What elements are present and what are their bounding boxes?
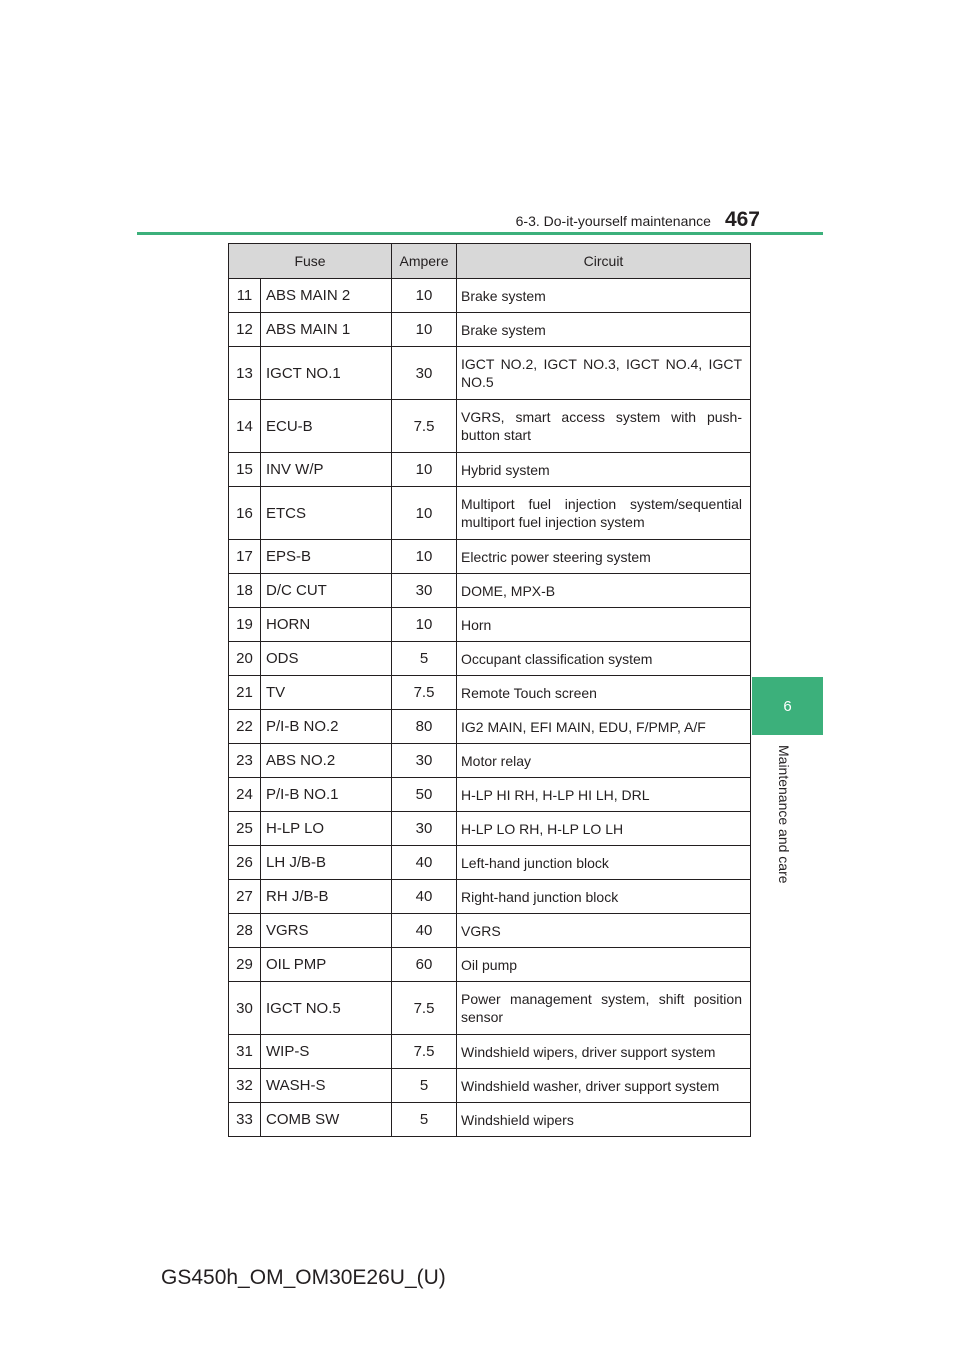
fuse-number-cell: 31	[229, 1035, 261, 1069]
chapter-label: Maintenance and care	[776, 745, 792, 884]
ampere-cell: 30	[392, 574, 457, 608]
table-row	[229, 982, 751, 1035]
fuse-name-cell: P/I-B NO.1	[261, 778, 392, 812]
circuit-cell: VGRS	[457, 914, 751, 948]
fuse-number-cell: 17	[229, 540, 261, 574]
circuit-cell: Oil pump	[457, 948, 751, 982]
fuse-name-cell: IGCT NO.1	[261, 347, 392, 400]
fuse-name-cell: H-LP LO	[261, 812, 392, 846]
circuit-cell: IGCT NO.2, IGCT NO.3, IGCT NO.4, IGCT NO.5	[457, 347, 751, 400]
fuse-number-cell: 23	[229, 744, 261, 778]
table-row	[229, 846, 751, 880]
fuse-number-cell: 14	[229, 400, 261, 453]
ampere-cell: 5	[392, 642, 457, 676]
fuse-name-cell: HORN	[261, 608, 392, 642]
column-header-fuse: Fuse	[229, 244, 392, 279]
page-number: 467	[724, 208, 760, 231]
table-row	[229, 540, 751, 574]
fuse-name-cell: RH J/B-B	[261, 880, 392, 914]
ampere-cell: 80	[392, 710, 457, 744]
table-row	[229, 313, 751, 347]
fuse-name-cell: ECU-B	[261, 400, 392, 453]
fuse-number-cell: 16	[229, 487, 261, 540]
ampere-cell: 10	[392, 279, 457, 313]
chapter-number: 6	[783, 697, 792, 715]
column-header-ampere: Ampere	[392, 244, 457, 279]
ampere-cell: 30	[392, 812, 457, 846]
fuse-name-cell: WASH-S	[261, 1069, 392, 1103]
fuse-number-cell: 15	[229, 453, 261, 487]
fuse-name-cell: ETCS	[261, 487, 392, 540]
fuse-name-cell: ABS MAIN 2	[261, 279, 392, 313]
circuit-cell: VGRS, smart access system with push-button start	[457, 400, 751, 453]
ampere-cell: 5	[392, 1069, 457, 1103]
ampere-cell: 7.5	[392, 982, 457, 1035]
fuse-number-cell: 29	[229, 948, 261, 982]
circuit-cell: Power management system, shift position sensor	[457, 982, 751, 1035]
fuse-name-cell: ABS MAIN 1	[261, 313, 392, 347]
circuit-cell: Remote Touch screen	[457, 676, 751, 710]
ampere-cell: 50	[392, 778, 457, 812]
fuse-name-cell: OIL PMP	[261, 948, 392, 982]
circuit-cell: Windshield wipers	[457, 1103, 751, 1137]
circuit-cell: Brake system	[457, 279, 751, 313]
table-row	[229, 453, 751, 487]
ampere-cell: 10	[392, 313, 457, 347]
ampere-cell: 30	[392, 744, 457, 778]
fuse-number-cell: 22	[229, 710, 261, 744]
circuit-cell: Brake system	[457, 313, 751, 347]
circuit-cell: H-LP LO RH, H-LP LO LH	[457, 812, 751, 846]
ampere-cell: 30	[392, 347, 457, 400]
table-row	[229, 710, 751, 744]
table-row	[229, 400, 751, 453]
fuse-number-cell: 21	[229, 676, 261, 710]
table-row	[229, 744, 751, 778]
circuit-cell: Hybrid system	[457, 453, 751, 487]
fuse-number-cell: 30	[229, 982, 261, 1035]
table-row	[229, 676, 751, 710]
fuse-name-cell: P/I-B NO.2	[261, 710, 392, 744]
ampere-cell: 40	[392, 880, 457, 914]
fuse-name-cell: LH J/B-B	[261, 846, 392, 880]
circuit-cell: Windshield wipers, driver support system	[457, 1035, 751, 1069]
fuse-name-cell: TV	[261, 676, 392, 710]
table-row	[229, 487, 751, 540]
fuse-number-cell: 25	[229, 812, 261, 846]
table-row	[229, 608, 751, 642]
table-row	[229, 778, 751, 812]
fuse-name-cell: INV W/P	[261, 453, 392, 487]
circuit-cell: Horn	[457, 608, 751, 642]
page-header	[438, 204, 760, 232]
fuse-number-cell: 12	[229, 313, 261, 347]
table-row	[229, 1069, 751, 1103]
section-title: 6-3. Do-it-yourself maintenance	[515, 213, 711, 229]
fuse-number-cell: 27	[229, 880, 261, 914]
fuse-number-cell: 26	[229, 846, 261, 880]
table-row	[229, 948, 751, 982]
table-row	[229, 1035, 751, 1069]
fuse-name-cell: EPS-B	[261, 540, 392, 574]
circuit-cell: Windshield washer, driver support system	[457, 1069, 751, 1103]
table-row	[229, 347, 751, 400]
fuse-number-cell: 11	[229, 279, 261, 313]
header-rule	[137, 232, 823, 235]
fuse-number-cell: 32	[229, 1069, 261, 1103]
fuse-number-cell: 24	[229, 778, 261, 812]
table-header-row	[229, 244, 751, 279]
fuse-name-cell: ODS	[261, 642, 392, 676]
table-body	[229, 279, 751, 1137]
fuse-number-cell: 19	[229, 608, 261, 642]
fuse-name-cell: WIP-S	[261, 1035, 392, 1069]
fuse-name-cell: ABS NO.2	[261, 744, 392, 778]
circuit-cell: IG2 MAIN, EFI MAIN, EDU, F/PMP, A/F	[457, 710, 751, 744]
circuit-cell: Left-hand junction block	[457, 846, 751, 880]
chapter-tab	[752, 677, 823, 735]
fuse-number-cell: 18	[229, 574, 261, 608]
fuse-table	[228, 243, 751, 1137]
ampere-cell: 60	[392, 948, 457, 982]
ampere-cell: 7.5	[392, 1035, 457, 1069]
fuse-name-cell: VGRS	[261, 914, 392, 948]
fuse-name-cell: IGCT NO.5	[261, 982, 392, 1035]
fuse-name-cell: COMB SW	[261, 1103, 392, 1137]
ampere-cell: 7.5	[392, 400, 457, 453]
circuit-cell: DOME, MPX-B	[457, 574, 751, 608]
ampere-cell: 40	[392, 914, 457, 948]
fuse-number-cell: 13	[229, 347, 261, 400]
table-row	[229, 1103, 751, 1137]
ampere-cell: 10	[392, 608, 457, 642]
ampere-cell: 5	[392, 1103, 457, 1137]
fuse-number-cell: 20	[229, 642, 261, 676]
circuit-cell: H-LP HI RH, H-LP HI LH, DRL	[457, 778, 751, 812]
circuit-cell: Motor relay	[457, 744, 751, 778]
table-row	[229, 642, 751, 676]
ampere-cell: 10	[392, 487, 457, 540]
fuse-number-cell: 28	[229, 914, 261, 948]
table-row	[229, 279, 751, 313]
fuse-number-cell: 33	[229, 1103, 261, 1137]
table-row	[229, 914, 751, 948]
circuit-cell: Occupant classification system	[457, 642, 751, 676]
circuit-cell: Electric power steering system	[457, 540, 751, 574]
circuit-cell: Multiport fuel injection system/sequential multiport fuel injection system	[457, 487, 751, 540]
table-row	[229, 812, 751, 846]
table-row	[229, 880, 751, 914]
column-header-circuit: Circuit	[457, 244, 751, 279]
ampere-cell: 10	[392, 453, 457, 487]
ampere-cell: 40	[392, 846, 457, 880]
ampere-cell: 7.5	[392, 676, 457, 710]
document-code: GS450h_OM_OM30E26U_(U)	[161, 1266, 446, 1289]
circuit-cell: Right-hand junction block	[457, 880, 751, 914]
ampere-cell: 10	[392, 540, 457, 574]
table-row	[229, 574, 751, 608]
fuse-name-cell: D/C CUT	[261, 574, 392, 608]
